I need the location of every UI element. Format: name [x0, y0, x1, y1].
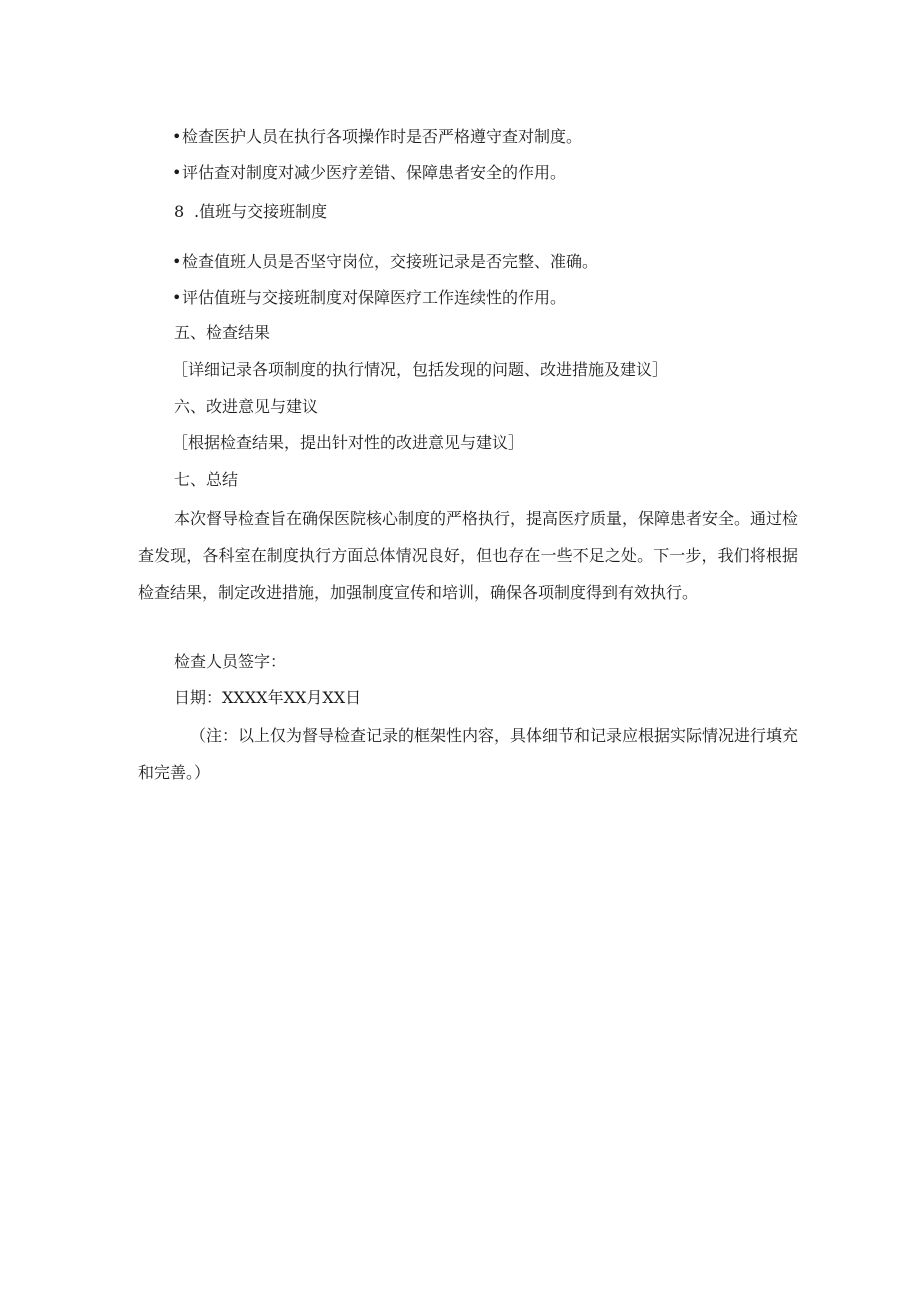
numbered-heading [174, 201, 327, 223]
bullet-text: 评估查对制度对减少医疗差错、保障患者安全的作用。 [182, 163, 567, 182]
bullet-item [172, 251, 598, 273]
bullet-mark: • [172, 288, 182, 307]
bullet-mark: • [172, 163, 182, 182]
section-heading: 五、检查结果 [174, 323, 271, 342]
heading-number: 8 [174, 202, 185, 221]
section-body: ［根据检查结果，提出针对性的改进意见与建议］ [172, 433, 525, 452]
bullet-item [172, 126, 582, 148]
signature-label: 检查人员签字： [174, 652, 287, 671]
bullet-item [172, 287, 566, 309]
summary-paragraph: 本次督导检查旨在确保医院核心制度的严格执行，提高医疗质量，保障患者安全。通过检查发现，各科室在制度执行方面总体情况良好，但也存在一些不足之处。下一步，我们将根据检查结果，制定改进措施，加强制度宣传和培训，确保各项制度得到有效执行。 [138, 509, 799, 602]
section-heading: 七、总结 [174, 470, 239, 489]
section-body: ［详细记录各项制度的执行情况，包括发现的问题、改进措施及建议］ [172, 360, 669, 379]
footnote: （注：以上仅为督导检查记录的框架性内容，具体细节和记录应根据实际情况进行填充和完善。） [138, 726, 799, 782]
heading-title: .值班与交接班制度 [194, 202, 328, 221]
bullet-text: 检查值班人员是否坚守岗位，交接班记录是否完整、准确。 [182, 252, 599, 271]
bullet-text: 检查医护人员在执行各项操作时是否严格遵守查对制度。 [182, 127, 583, 146]
date-line: 日期：XXXX年XX月XX日 [174, 688, 362, 707]
bullet-item [172, 162, 566, 184]
section-heading: 六、改进意见与建议 [174, 397, 319, 416]
bullet-mark: • [172, 127, 182, 146]
bullet-mark: • [172, 252, 182, 271]
bullet-text: 评估值班与交接班制度对保障医疗工作连续性的作用。 [182, 288, 567, 307]
